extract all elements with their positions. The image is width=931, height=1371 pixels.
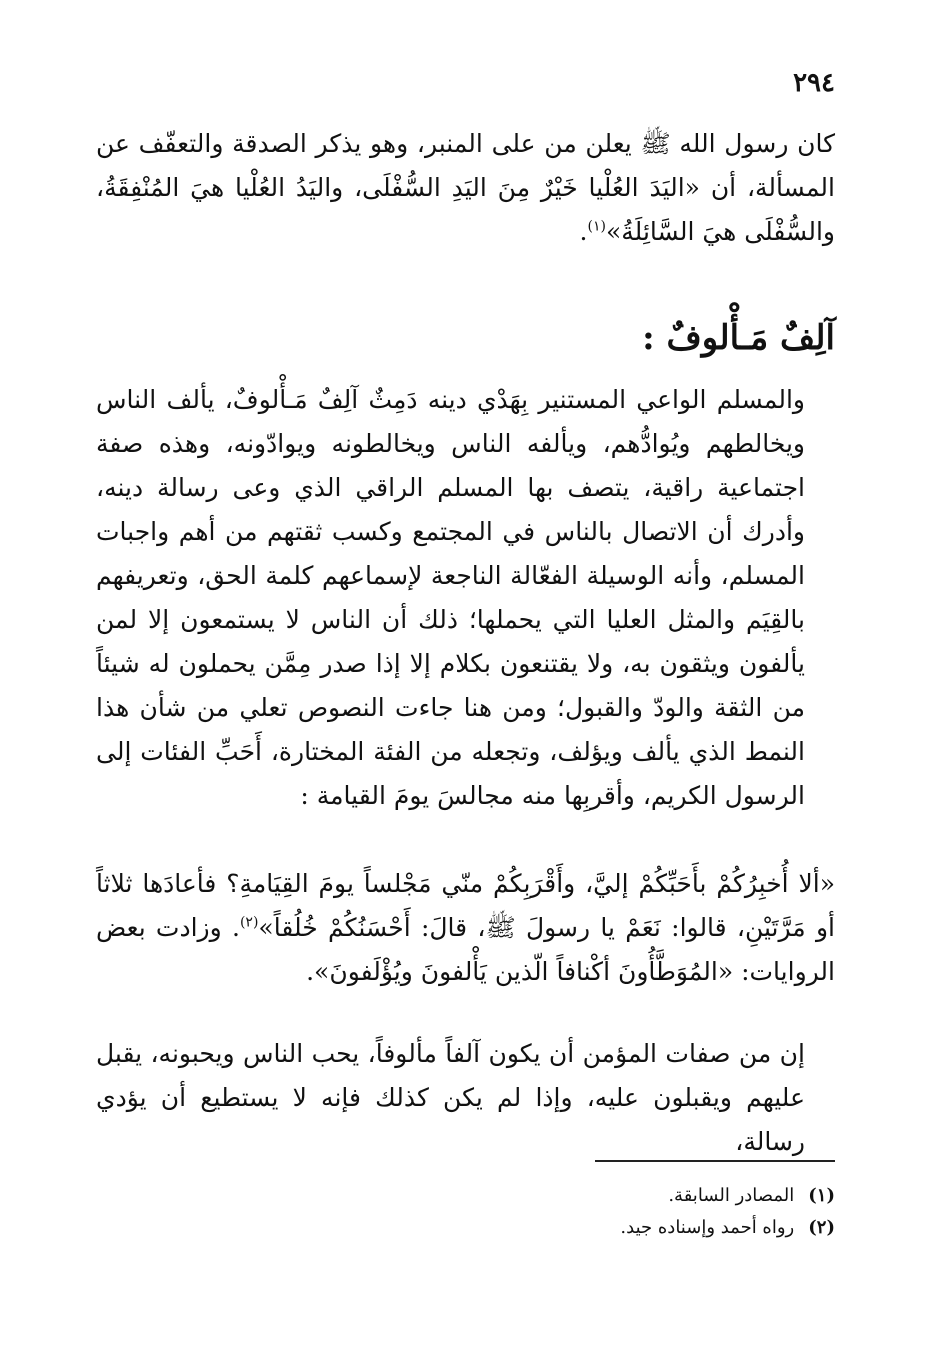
paragraph-1-text: كان رسول الله ﷺ يعلن من على المنبر، وهو يذكر الصدقة والتعفّف عن المسألة، أن «اليَدَ العُلْيا خَيْرٌ مِنَ اليَدِ السُّفْلَى، واليَدُ العُلْيا هيَ المُنْفِقَةُ، والسُّفْلَى هيَ السَّائِلَةُ» <box>96 129 835 246</box>
paragraph-2-text: والمسلم الواعي المستنير بِهَدْي دينه دَمِثٌ آلِفٌ مَـأْلوفٌ، يألف الناس ويخالطهم ويُوادُّهم، ويألفه الناس ويخالطونه ويوادّونه، وهذه صفة اجتماعية راقية، يتصف بها المسلم الراقي الذي وعى رسالة دينه، وأدرك أن الاتصال بالناس في المجتمع وكسب ثقتهم من أهم واجبات المسلم، وأنه الوسيلة الفعّالة الناجعة لإسماعهم كلمة الحق، وتعريفهم بالقِيَم والمثل العليا التي يحملها؛ ذلك أن الناس لا يستمعون إلا لمن يألفون ويثقون به، ولا يقتنعون بكلام إلا إذا صدر مِمَّن يحملون له شيئاً من الثقة والودّ والقبول؛ ومن هنا جاءت النصوص تعلي من شأن هذا النمط الذي يألف ويؤلف، وتجعله من الفئة المختارة، أَحَبِّ الفئات إلى الرسول الكريم، وأقربِها منه مجالسَ يومَ القيامة : <box>96 385 805 810</box>
footnote-number: (١) <box>808 1185 835 1206</box>
footnote-text: رواه أحمد وإسناده جيد. <box>620 1217 795 1238</box>
hadith-quote-continuation: . وزادت بعض الروايات: «المُوَطَّأُونَ أكْنافاً الّذين يَأْلفونَ ويُؤْلَفونَ». <box>96 913 835 986</box>
paragraph-4-text: إن من صفات المؤمن أن يكون آلفاً مألوفاً، يحب الناس ويحبونه، يقبل عليهم ويقبلون عليه، وإذا لم يكن كذلك فإنه لا يستطيع أن يؤدي رسالة، <box>96 1039 805 1156</box>
hadith-quote <box>96 862 835 994</box>
paragraph-1 <box>96 122 835 254</box>
footnote-ref-2[interactable]: (٢) <box>239 914 259 931</box>
footnote-divider <box>595 1160 835 1162</box>
section-heading: آلِفٌ مَـأْلوفٌ : <box>642 318 835 358</box>
hadith-quote-text: «ألا أُخبِرُكُمْ بأَحَبِّكُمْ إليَّ، وأَقْرَبِكُمْ منّي مَجْلساً يومَ القِيَامةِ؟ فأعادَها ثلاثاً أو مَرَّتَيْنِ، قالوا: نَعَمْ يا رسولَ ﷺ، قالَ: أَحْسَنُكُمْ خُلُقاً» <box>96 869 836 942</box>
footnote-ref-1[interactable]: (١) <box>587 218 606 235</box>
footnote-item <box>335 1180 835 1212</box>
footnotes-section <box>335 1180 835 1244</box>
footnote-number: (٢) <box>808 1217 835 1238</box>
footnote-text: المصادر السابقة. <box>668 1185 795 1206</box>
footnote-item <box>335 1212 835 1244</box>
page-number: ٢٩٤ <box>793 68 835 98</box>
paragraph-4 <box>96 1032 835 1164</box>
paragraph-1-end: . <box>579 217 588 246</box>
paragraph-2 <box>96 378 835 818</box>
